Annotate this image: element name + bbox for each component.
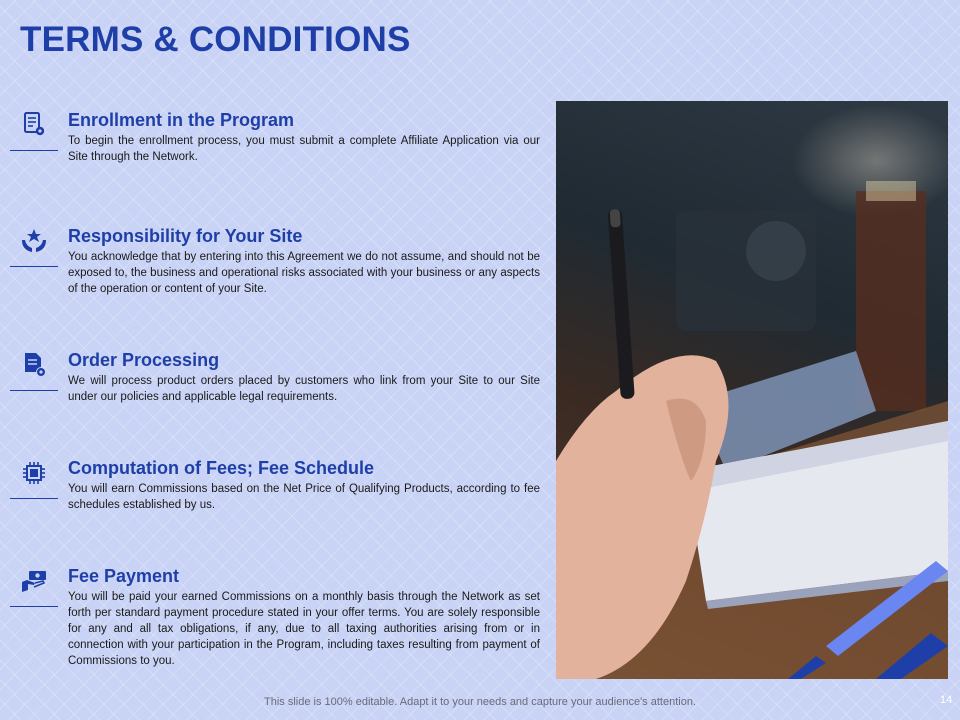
icon-divider bbox=[10, 390, 58, 391]
document-gear-icon bbox=[10, 110, 58, 146]
section-responsibility bbox=[10, 226, 540, 306]
hands-star-icon bbox=[10, 226, 58, 262]
photo-illustration bbox=[556, 101, 948, 679]
file-gear-icon bbox=[10, 350, 58, 386]
section-body: You acknowledge that by entering into this Agreement we do not assume, and should not be exposed to, the business and operational risks associated with your business or any aspects of the operation or content of your Site. bbox=[68, 251, 540, 295]
section-fee-schedule bbox=[10, 458, 540, 518]
footer-note: This slide is 100% editable. Adapt it to your needs and capture your audience's attention. bbox=[264, 696, 696, 708]
writing-hand-photo bbox=[556, 101, 948, 679]
section-body: You will be paid your earned Commissions on a monthly basis through the Network as set forth per standard payment procedure stated in your offer terms. You are solely responsible for any and all tax obligations, if any, due to all taxing authorities arising from or in connection with your participation in the Program, including taxes resulting from payment of Commissions to you. bbox=[68, 591, 540, 667]
section-title: Order Processing bbox=[68, 350, 220, 370]
icon-divider bbox=[10, 266, 58, 267]
icon-divider bbox=[10, 150, 58, 151]
section-title: Responsibility for Your Site bbox=[68, 226, 303, 246]
hand-money-icon bbox=[10, 566, 58, 602]
section-body: To begin the enrollment process, you must submit a complete Affiliate Application via our Site through the Network. bbox=[68, 135, 540, 163]
section-title: Computation of Fees; Fee Schedule bbox=[68, 458, 375, 478]
section-title: Enrollment in the Program bbox=[68, 110, 295, 130]
section-title: Fee Payment bbox=[68, 566, 180, 586]
section-fee-payment bbox=[10, 566, 540, 676]
chip-icon bbox=[10, 458, 58, 494]
page-title: TERMS & CONDITIONS bbox=[20, 20, 411, 59]
page-number: 14 bbox=[940, 694, 953, 706]
icon-divider bbox=[10, 606, 58, 607]
section-order-processing bbox=[10, 350, 540, 410]
icon-divider bbox=[10, 498, 58, 499]
section-body: We will process product orders placed by customers who link from your Site to our Site under our policies and applicable legal requirements. bbox=[68, 375, 540, 403]
section-body: You will earn Commissions based on the Net Price of Qualifying Products, according to fee schedules established by us. bbox=[68, 483, 540, 511]
section-enrollment bbox=[10, 110, 540, 170]
